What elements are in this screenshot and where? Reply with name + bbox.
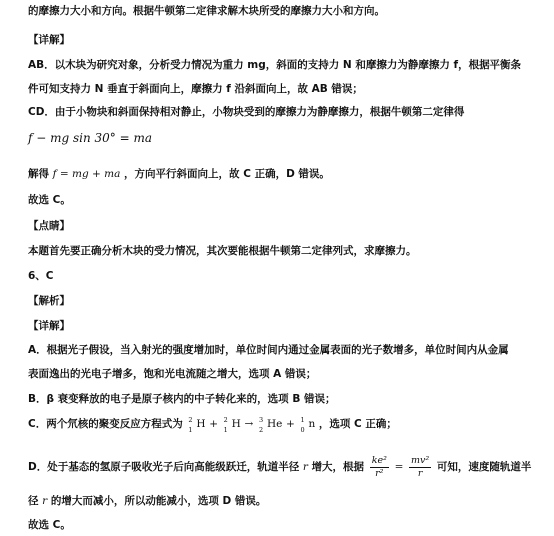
plus-sign-1: +	[209, 418, 219, 430]
c-prefix: C．两个氘核的聚变反应方程式为	[28, 418, 183, 430]
equals-sign: =	[394, 461, 404, 473]
deuteron-1: 2 1 H	[188, 416, 206, 434]
c-suffix: ，选项 C 正确；	[318, 418, 397, 430]
text-line-d	[28, 452, 546, 482]
text-line-solution	[28, 167, 546, 181]
reaction-arrow: →	[244, 418, 254, 430]
d-middle: 增大，根据	[311, 461, 365, 473]
text-line-1: 的摩擦力大小和方向。根据牛顿第二定律求解木块所受的摩擦力大小和方向。	[28, 5, 385, 17]
text-line-cd: CD．由于小物块和斜面保持相对静止，小物块受到的摩擦力为静摩擦力，根据牛顿第二定律得	[28, 106, 465, 118]
text-line-b: B．β 衰变释放的电子是原子核内的中子转化来的，选项 B 错误；	[28, 393, 336, 405]
text-line-ab-cont: 件可知支持力 N 垂直于斜面向上，摩擦力 f 沿斜面向上，故 AB 错误；	[28, 83, 363, 95]
helium-3: 3 2 He	[258, 416, 283, 434]
d-suffix: 可知，速度随轨道半	[436, 461, 532, 473]
radius-symbol: r	[302, 461, 308, 473]
solution-suffix: ，方向平行斜面向上，故 C 正确，D 错误。	[124, 168, 330, 180]
coulomb-fraction: $\frac{\text{ke²}}{\text{r²}}$	[371, 454, 387, 479]
d2-suffix: 的增大而减小，所以动能减小，选项 D 错误。	[50, 495, 267, 507]
text-line-comment: 本题首先要正确分析木块的受力情况，其次要能根据牛顿第二定律列式，求摩擦力。	[28, 245, 417, 257]
newton-equation: f − mg sin 30° = ma	[28, 131, 153, 145]
text-line-a: A．根据光子假设，当入射光的强度增加时，单位时间内通过金属表面的光子数增多，单位时间内从金属	[28, 344, 509, 356]
d2-prefix: 径	[28, 495, 39, 507]
solution-prefix: 解得	[28, 168, 49, 180]
heading-detail-2: 【详解】	[28, 320, 70, 332]
d-prefix: D．处于基态的氢原子吸收光子后向高能级跃迁，轨道半径	[28, 461, 300, 473]
centripetal-fraction: $\frac{\text{mv²}}{r}$	[411, 454, 430, 479]
heading-analysis: 【解析】	[28, 295, 70, 307]
question-number: 6、C	[28, 270, 54, 282]
text-line-c	[28, 416, 546, 434]
answer-line-2: 故选 C。	[28, 519, 71, 531]
text-line-a-cont: 表面逸出的光电子增多，饱和光电流随之增大，选项 A 错误；	[28, 368, 317, 380]
text-line-d-cont	[28, 494, 546, 508]
radius-symbol-2: r	[42, 495, 48, 507]
heading-comment: 【点睛】	[28, 220, 70, 232]
text-line-ab: AB．以木块为研究对象，分析受力情况为重力 mg，斜面的支持力 N 和摩擦力为静摩擦力 f，根据平衡条	[28, 59, 522, 71]
deuteron-2: 2 1 H	[223, 416, 241, 434]
answer-line-1: 故选 C。	[28, 194, 71, 206]
plus-sign-2: +	[286, 418, 295, 430]
heading-detail: 【详解】	[28, 34, 70, 46]
neutron: 1 0 n	[300, 416, 316, 434]
solution-formula: f = mg + ma	[52, 168, 121, 180]
